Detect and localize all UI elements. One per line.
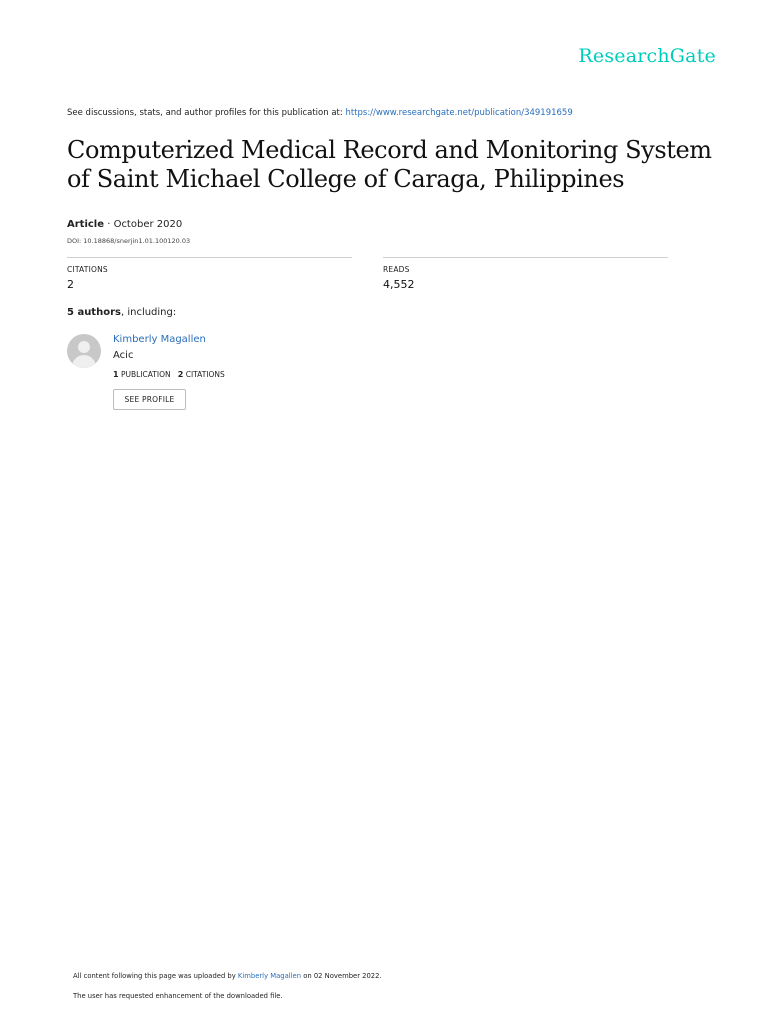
authors-suffix: , including:	[120, 307, 177, 318]
publication-type: Article	[67, 219, 105, 230]
reads-value: 4,552	[383, 278, 415, 291]
citations-divider	[67, 257, 352, 258]
publication-date: · October 2020	[104, 219, 183, 230]
authors-heading	[67, 307, 176, 318]
author-institution: Acic	[113, 350, 134, 361]
author-name-link[interactable]: Kimberly Magallen	[113, 334, 206, 345]
author-stats	[113, 370, 225, 379]
reads-divider	[383, 257, 668, 258]
discussion-notice	[67, 108, 573, 118]
upload-notice-suffix: on 02 November 2022.	[301, 972, 382, 980]
avatar-body	[72, 355, 96, 368]
citations-value: 2	[67, 278, 74, 291]
publication-title: Computerized Medical Record and Monitoring System of Saint Michael College of Caraga, Philippines	[67, 136, 712, 193]
upload-notice	[73, 972, 382, 980]
reads-label: READS	[383, 265, 410, 274]
publication-doi: DOI: 10.18868/snerjin1.01.100120.03	[67, 237, 191, 245]
upload-notice-prefix: All content following this page was uploaded by	[73, 972, 238, 980]
publication-url-link[interactable]: https://www.researchgate.net/publication/349191659	[345, 108, 573, 118]
citations-label: CITATIONS	[67, 265, 108, 274]
discussion-notice-text: See discussions, stats, and author profiles for this publication at:	[67, 108, 346, 118]
author-avatar-icon[interactable]	[67, 334, 101, 368]
see-profile-button[interactable]: SEE PROFILE	[113, 389, 186, 410]
author-citations-count: 2	[177, 370, 184, 379]
author-publications-label: PUBLICATION	[118, 370, 171, 379]
uploader-link[interactable]: Kimberly Magallen	[237, 972, 302, 980]
publication-meta	[67, 219, 182, 230]
avatar-head	[78, 341, 90, 353]
enhancement-note: The user has requested enhancement of the downloaded file.	[73, 992, 283, 1000]
author-citations-label: CITATIONS	[183, 370, 225, 379]
researchgate-logo[interactable]: ResearchGate	[578, 45, 716, 67]
authors-count: 5 authors	[67, 307, 121, 318]
author-publications-count: 1	[113, 370, 119, 379]
